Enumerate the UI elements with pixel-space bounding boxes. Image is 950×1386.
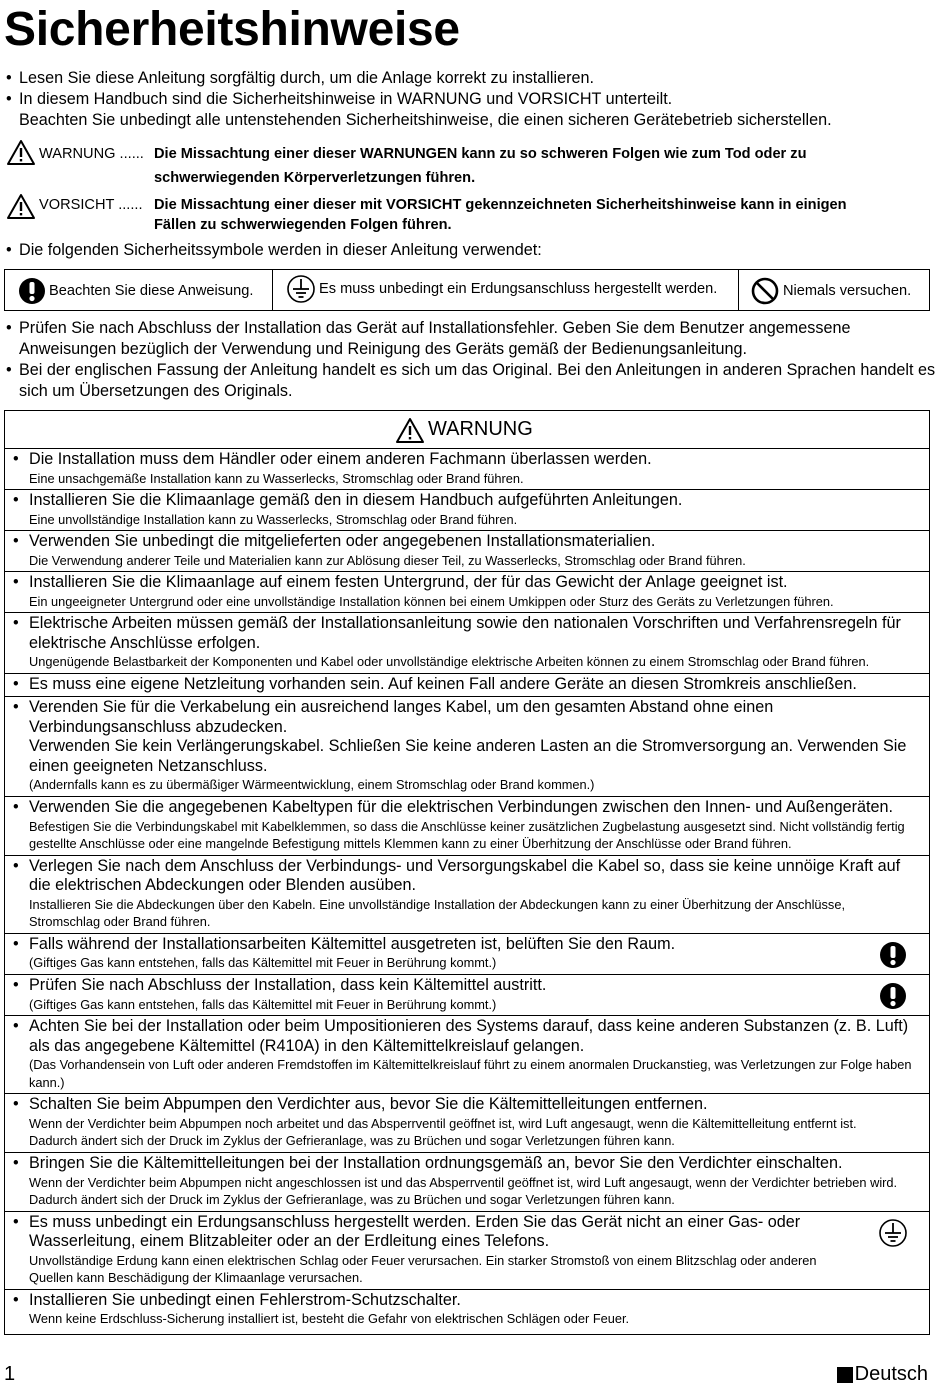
warning-item-main: • Falls während der Installationsarbeiten Kältemittel ausgetreten ist, belüften Sie den Raum. [29,934,676,953]
symbol-text: Es muss unbedingt ein Erdungsanschluss hergestellt werden. [319,281,718,297]
warning-item-main: • Verenden Sie für die Verkabelung ein ausreichend langes Kabel, um den gesamten Abstand ohne einen Verbindungsanschluss abzudecken. [29,698,774,736]
caution-definition [4,193,940,237]
page-number: 1 [4,1363,16,1385]
warning-item [5,1290,929,1330]
warning-box [4,410,930,1335]
exclamation-circle-icon [879,941,907,969]
exclamation-circle-icon [879,982,907,1010]
symbol-text: Niemals versuchen. [783,283,912,299]
warning-item-main: • Achten Sie bei der Installation oder beim Umpositionieren des Systems darauf, dass keine anderen Substanzen (z. B. Luft) als das angegebene Kältemittel (R410A) in den Kältemittelkreislauf gelangen. [29,1017,909,1055]
warning-item [5,674,929,698]
warning-item [5,1212,929,1290]
warning-item-main: • Verlegen Sie nach dem Anschluss der Verbindungs- und Versorgungskabel die Kabel so, dass sie keine unnöige Kraft auf die elektrischen Abdeckungen oder Blenden ausüben. [29,856,901,895]
symbol-cell [5,270,273,310]
warning-item-sub: Dadurch ändert sich der Druck im Zyklus der Gefrieranlage, was zu Brüchen und sogar Verletzungen führen kann. [29,1192,675,1208]
caution-label: VORSICHT ...... [39,197,143,213]
warning-item-sub: Ungenügende Belastbarkeit der Komponenten und Kabel oder unvollständige elektrische Arbeiten können zu einem Stromschlag oder Brand führen. [29,654,870,670]
warning-label: WARNUNG ...... [39,146,144,162]
warning-item-main: • Es muss eine eigene Netzleitung vorhanden sein. Auf keinen Fall andere Geräte an diesen Stromkreis anschließen. [29,674,857,693]
warning-definition [4,143,940,191]
prohibited-icon [751,277,779,305]
square-icon [837,1367,853,1383]
warning-item [5,490,929,531]
intro-item: • In diesem Handbuch sind die Sicherheitshinweise in WARNUNG und VORSICHT unterteilt. [4,89,940,110]
warning-item-sub: Ein ungeeigneter Untergrund oder eine unvollständige Installation können bei einem Umkippen oder Sturz des Geräts zu Verletzungen führen. [29,593,834,609]
warning-item-sub: Wenn der Verdichter beim Abpumpen noch arbeitet und das Absperrventil geöffnet ist, wird Luft angesaugt, wenn die Kältemittelleitung entfernt ist. [29,1115,857,1131]
warning-item-sub: Dadurch ändert sich der Druck im Zyklus der Gefrieranlage, was zu Brüchen und sogar Verletzungen führen kann. [29,1133,675,1149]
intro-list [4,68,940,131]
caution-text: Die Missachtung einer dieser mit VORSICHT gekennzeichneten Sicherheitshinweise kann in einigen [154,197,847,213]
warning-item-sub: Eine unsachgemäße Installation kann zu Wasserlecks, Stromschlag oder Brand führen. [29,470,524,486]
warning-item-sub: Installieren Sie die Abdeckungen über den Kabeln. Eine unvollständige Installation der Abdeckungen kann zu einer Überhitzung der Anschlüsse, Stromschlag oder Brand führen. [29,896,846,930]
warning-item-main: • Verwenden Sie die angegebenen Kabeltypen für die elektrischen Verbindungen zwischen den Innen- und Außengeräten. [29,798,893,817]
warning-item [5,856,929,934]
warning-item [5,449,929,490]
symbols-table [4,269,930,311]
warning-box-heading: WARNUNG [428,418,533,440]
warning-item-sub: (Das Vorhandensein von Luft oder anderen Fremdstoffen im Kältemittelkreislauf führt zu einem anormalen Druckanstieg, was Verletzungen zur Folge haben kann.) [29,1057,912,1090]
warning-item [5,975,929,1016]
notes-list [4,318,940,402]
symbols-intro-list [4,240,940,261]
warning-item [5,1153,929,1212]
warning-item-sub: Unvollständige Erdung kann einen elektrischen Schlag oder Feuer verursachen. Ein starker Stromstoß von einem Blitzschlag oder anderen Quellen kann Beschädigung der Klimaanlage verursachen. [29,1252,817,1286]
page-title: Sicherheitshinweise [4,3,460,56]
warning-item-main: • Installieren Sie unbedingt einen Fehlerstrom-Schutzschalter. [29,1290,461,1309]
symbol-cell [273,270,739,310]
intro-item: • Lesen Sie diese Anleitung sorgfältig durch, um die Anlage korrekt zu installieren. [4,68,940,89]
symbols-intro: • Die folgenden Sicherheitssymbole werden in dieser Anleitung verwendet: [4,240,940,261]
warning-item-main: • Verwenden Sie unbedingt die mitgelieferten oder angegebenen Installationsmaterialien. [29,532,656,551]
language-label [837,1363,928,1386]
warning-item-sub: (Andernfalls kann es zu übermäßiger Wärmeentwicklung, einem Stromschlag oder Brand kommen.) [29,777,595,793]
warning-item-main: • Prüfen Sie nach Abschluss der Installation, dass kein Kältemittel austritt. [29,976,547,995]
warning-item-main: • Es muss unbedingt ein Erdungsanschluss hergestellt werden. Erden Sie das Gerät nicht an einer Gas- oder Wasserleitung, einem Blitzableiter oder an der Erdleitung eines Telefons. [29,1212,801,1251]
warning-item-main: • Installieren Sie die Klimaanlage auf einem festen Untergrund, der für das Gewicht der Anlage geeignet ist. [29,573,788,592]
warning-item-sub: (Giftiges Gas kann entstehen, falls das Kältemittel mit Feuer in Berührung kommt.) [29,996,497,1012]
warning-item-sub: (Giftiges Gas kann entstehen, falls das Kältemittel mit Feuer in Berührung kommt.) [29,955,497,971]
warning-item [5,572,929,613]
warning-item-main: • Die Installation muss dem Händler oder einem anderen Fachmann überlassen werden. [29,450,652,468]
caution-text: Fällen zu schwerwiegenden Folgen führen. [154,217,452,233]
symbol-text: Beachten Sie diese Anweisung. [49,283,254,299]
ground-icon [287,275,315,303]
warning-item-main: • Schalten Sie beim Abpumpen den Verdichter aus, bevor Sie die Kältemittelleitungen entfernen. [29,1095,708,1114]
warning-item-sub: Die Verwendung anderer Teile und Materialien kann zur Ablösung dieser Teil, zu Wasserlecks, Stromschlag oder Brand führen. [29,552,746,568]
warning-triangle-icon [6,139,36,166]
warning-triangle-icon [395,417,425,444]
warning-item-sub: Wenn der Verdichter beim Abpumpen nicht angeschlossen ist und das Absperrventil geöffnet ist, wird Luft angesaugt, wenn der Verdichter betrieben wird. [29,1174,898,1190]
language-text: Deutsch [854,1363,928,1385]
warning-item-sub: Befestigen Sie die Verbindungskabel mit Kabelklemmen, so dass die Anschlüsse keiner zusätzlichen Zugbelastung ausgesetzt sind. Nicht vollständig fertig gestellte Anschlüsse oder eine mangelnde Befestigung mittels Klemmen kann zu einer Überhitzung der Anschlüsse oder Brand führen. [29,818,905,852]
warning-item [5,797,929,856]
warning-item-main: Verwenden Sie kein Verlängerungskabel. Schließen Sie keine anderen Lasten an die Stromversorgung an. Verwenden Sie einen geeigneten Netzanschluss. [29,737,907,775]
warning-triangle-icon [6,193,36,220]
warning-item [5,934,929,975]
symbol-cell [739,270,929,310]
warning-item [5,1094,929,1153]
warning-item [5,1016,929,1094]
note-item: • Prüfen Sie nach Abschluss der Installation das Gerät auf Installationsfehler. Geben Sie dem Benutzer angemessene Anweisungen bezüglich der Verwendung und Reinigung des Geräts gemäß der Bedienungsanleitung. [4,318,940,360]
warning-text: schwerwiegenden Körperverletzungen führen. [154,170,476,186]
warning-item-main: • Installieren Sie die Klimaanlage gemäß den in diesem Handbuch aufgeführten Anleitungen. [29,491,683,510]
warning-text: Die Missachtung einer dieser WARNUNGEN kann zu so schweren Folgen wie zum Tod oder zu [154,146,807,162]
exclamation-circle-icon [18,277,46,305]
warning-item-sub: Wenn keine Erdschluss-Sicherung installiert ist, besteht die Gefahr von elektrischen Schlägen oder Feuer. [29,1311,630,1327]
warning-item-main: • Elektrische Arbeiten müssen gemäß der Installationsanleitung sowie den nationalen Vorschriften und Verfahrensregeln für elektrische Anschlüsse erfolgen. [29,614,901,652]
warning-item [5,613,929,674]
warning-box-header [5,411,929,449]
warning-item-main: • Bringen Sie die Kältemittelleitungen bei der Installation ordnungsgemäß an, bevor Sie den Verdichter einschalten. [29,1154,843,1172]
warning-item [5,697,929,797]
ground-icon [879,1219,907,1247]
intro-item-continued: Beachten Sie unbedingt alle untenstehenden Sicherheitshinweise, die einen sicheren Gerätebetrieb sicherstellen. [19,111,832,129]
warning-item [5,531,929,572]
warning-item-sub: Eine unvollständige Installation kann zu Wasserlecks, Stromschlag oder Brand führen. [29,511,518,527]
note-item: • Bei der englischen Fassung der Anleitung handelt es sich um das Original. Bei den Anleitungen in anderen Sprachen handelt es sich um Übersetzungen des Originals. [4,360,940,402]
